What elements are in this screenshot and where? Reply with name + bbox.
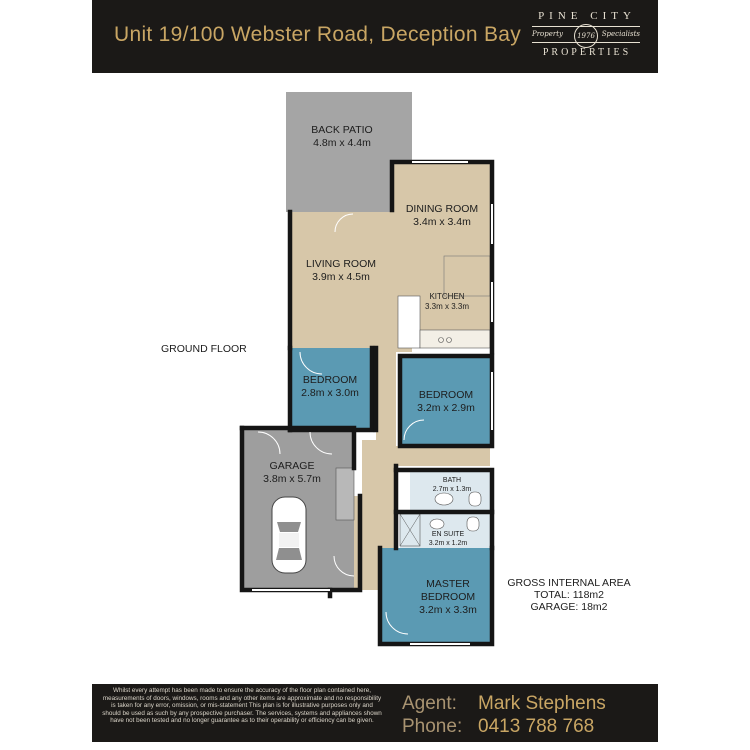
room-label-ensuite bbox=[418, 530, 478, 548]
logo-seal: 1976 bbox=[574, 24, 598, 48]
phone-number[interactable]: 0413 788 768 bbox=[478, 716, 595, 737]
kitchen-pantry bbox=[398, 296, 420, 348]
room-name: BATH bbox=[442, 477, 462, 484]
room-size: 4.8m x 4.4m bbox=[313, 137, 371, 149]
gross-area-summary bbox=[503, 577, 635, 613]
area-title: GROSS INTERNAL AREA bbox=[507, 577, 631, 589]
area-garage: GARAGE: 18m2 bbox=[530, 601, 608, 613]
room-name: BACK PATIO bbox=[311, 124, 373, 136]
room-size: 2.7m x 1.3m bbox=[432, 486, 472, 493]
room-name: BEDROOM bbox=[418, 389, 474, 401]
room-label-bedroom-2 bbox=[290, 374, 370, 400]
room-size: 3.2m x 1.2m bbox=[428, 540, 468, 547]
room-label-living bbox=[296, 258, 386, 284]
room-size: 3.8m x 5.7m bbox=[263, 473, 321, 485]
bath-basin bbox=[435, 493, 453, 505]
room-name: MASTER bbox=[426, 578, 470, 590]
room-size: 3.2m x 2.9m bbox=[417, 402, 475, 414]
ensuite-basin bbox=[430, 519, 444, 529]
disclaimer-text: Whilst every attempt has been made to ensure the accuracy of the floor plan contained here, measurements of doors, windows, rooms and any other items are approximate and no responsibility is taken for any error, omission, or mis-statement This plan is for illustrative purposes only and should be used as such by any prospective purchaser. The services, systems and appliances shown have not been tested and no longer guarantee as to their operability or efficiency can be given. bbox=[102, 687, 382, 725]
logo-tag-right: Specialists bbox=[601, 30, 640, 38]
room-label-bedroom-3 bbox=[400, 389, 492, 415]
phone-label: Phone: bbox=[402, 716, 463, 737]
room-name: BEDROOM bbox=[302, 374, 358, 386]
agent-name: Mark Stephens bbox=[478, 693, 606, 714]
room-name-2: BEDROOM bbox=[420, 591, 476, 603]
room-label-master bbox=[400, 578, 496, 617]
room-label-kitchen bbox=[420, 292, 474, 312]
phone-row bbox=[402, 716, 594, 738]
room-name: EN SUITE bbox=[431, 531, 465, 538]
property-address: Unit 19/100 Webster Road, Deception Bay bbox=[114, 23, 522, 46]
logo-line2: PROPERTIES bbox=[542, 47, 632, 58]
logo-tag-left: Property bbox=[532, 30, 564, 38]
room-size: 3.9m x 4.5m bbox=[312, 271, 370, 283]
room-name: DINING ROOM bbox=[405, 203, 479, 215]
room-label-garage bbox=[242, 460, 342, 486]
room-label-patio bbox=[300, 124, 384, 150]
kitchen-bench bbox=[420, 330, 490, 348]
room-name: KITCHEN bbox=[429, 292, 465, 301]
ensuite-toilet bbox=[467, 517, 479, 531]
floor-label: GROUND FLOOR bbox=[161, 343, 247, 355]
footer-banner bbox=[92, 684, 658, 742]
room-label-dining bbox=[394, 203, 490, 229]
bath-toilet bbox=[469, 492, 481, 506]
agent-label: Agent: bbox=[402, 693, 457, 714]
logo-line1: PINE CITY bbox=[538, 10, 636, 22]
room-size: 2.8m x 3.0m bbox=[301, 387, 359, 399]
room-size: 3.3m x 3.3m bbox=[424, 302, 469, 311]
area-total: TOTAL: 118m2 bbox=[533, 589, 605, 601]
room-label-bath bbox=[422, 476, 482, 494]
agent-row bbox=[402, 693, 606, 715]
room-name: LIVING ROOM bbox=[305, 258, 376, 270]
car-icon bbox=[272, 497, 306, 573]
room-size: 3.4m x 3.4m bbox=[413, 216, 471, 228]
room-size: 3.2m x 3.3m bbox=[419, 604, 477, 616]
room-name: GARAGE bbox=[269, 460, 315, 472]
